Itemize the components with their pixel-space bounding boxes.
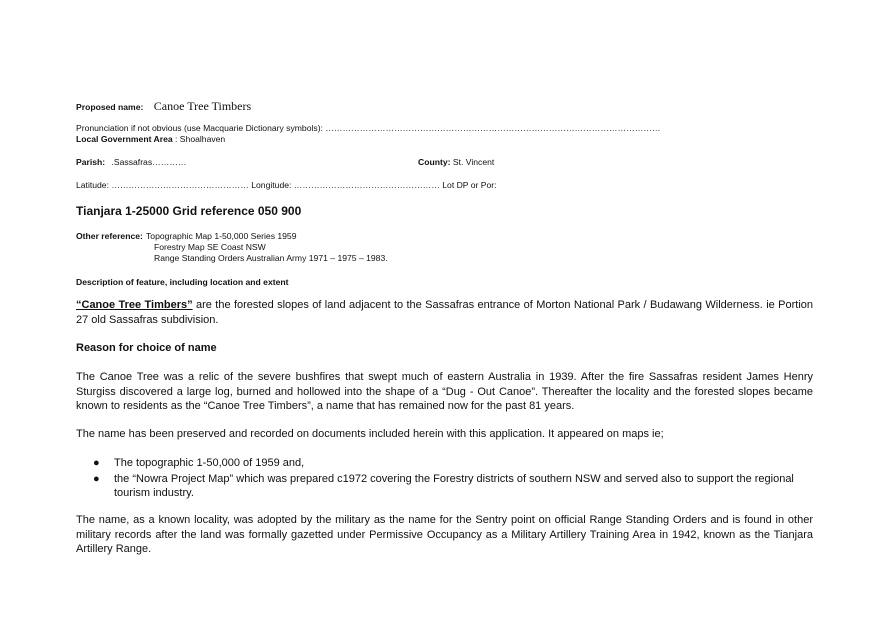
pronunciation-line: Pronunciation if not obvious (use Macquarie Dictionary symbols): ……………………………………………………………………………………………………… — [76, 123, 661, 133]
parish-row — [76, 157, 187, 168]
grid-reference-heading: Tianjara 1-25000 Grid reference 050 900 — [76, 204, 302, 218]
county-label: County: — [418, 157, 451, 167]
county-row — [418, 157, 494, 168]
description-paragraph — [76, 298, 813, 327]
proposed-name-value: Canoe Tree Timbers — [153, 99, 252, 113]
other-reference-label: Other reference: — [76, 231, 143, 241]
map-list — [76, 456, 813, 502]
list-item-text: the “Nowra Project Map” which was prepared c1972 covering the Forestry districts of southern NSW and served also to support the regional tourism industry. — [114, 472, 794, 499]
reason-heading: Reason for choice of name — [76, 342, 217, 354]
other-reference-2-text: Forestry Map SE Coast NSW — [154, 242, 266, 252]
other-reference-line-1 — [146, 231, 297, 242]
other-reference-line-2 — [154, 242, 266, 253]
reason-paragraph-3: The name, as a known locality, was adopted by the military as the name for the Sentry point on official Range Standing Orders and is found in other military records after the land was formally gazetted under Permissive Occupancy as a Military Artillery Training Area in 1942, known as the Tianjara Artillery Range. — [76, 514, 813, 555]
other-reference-3-text: Range Standing Orders Australian Army 1971 – 1975 – 1983. — [154, 253, 388, 263]
other-reference-line-3 — [154, 253, 388, 264]
list-item-text: The topographic 1-50,000 of 1959 and, — [114, 457, 305, 469]
lga-value: : Shoalhaven — [175, 134, 226, 144]
other-reference-1-text: Topographic Map 1-50,000 Series 1959 — [146, 231, 297, 241]
bullet-icon: ● — [93, 472, 100, 485]
description-text: are the forested slopes of land adjacent to the Sassafras entrance of Morton National Park / Budawang Wilderness. ie Portion 27 old Sassafras subdivision. — [76, 299, 814, 326]
reason-paragraph-1: The Canoe Tree was a relic of the severe bushfires that swept much of eastern Australia in 1939. After the fire Sassafras resident James Henry Sturgiss discovered a large log, burned and hollowed into the shape of a “Dug - Out Canoe”. Thereafter the locality and the forested slopes became known to residents as the “Canoe Tree Timbers”, a name that has remained now for the past 81 years. — [76, 371, 813, 412]
lga-label: Local Government Area — [76, 134, 173, 144]
list-item — [76, 456, 813, 471]
lga-row — [76, 134, 225, 145]
parish-value: .Sassafras………… — [111, 157, 187, 167]
parish-label: Parish: — [76, 157, 106, 167]
proposed-name-label: Proposed name: — [76, 102, 144, 112]
list-item — [76, 472, 813, 501]
feature-name-quoted: “Canoe Tree Timbers” — [76, 299, 193, 311]
county-value: St. Vincent — [452, 157, 495, 167]
bullet-icon: ● — [93, 457, 100, 469]
lat-long-line: Latitude: ………………………………………… Longitude: …………………………………………… Lot DP or Por: — [76, 180, 497, 190]
reason-paragraph-2: The name has been preserved and recorded on documents included herein with this application. It appeared on maps ie; — [76, 428, 664, 440]
description-label: Description of feature, including location and extent — [76, 277, 289, 287]
proposed-name-row — [76, 97, 251, 115]
